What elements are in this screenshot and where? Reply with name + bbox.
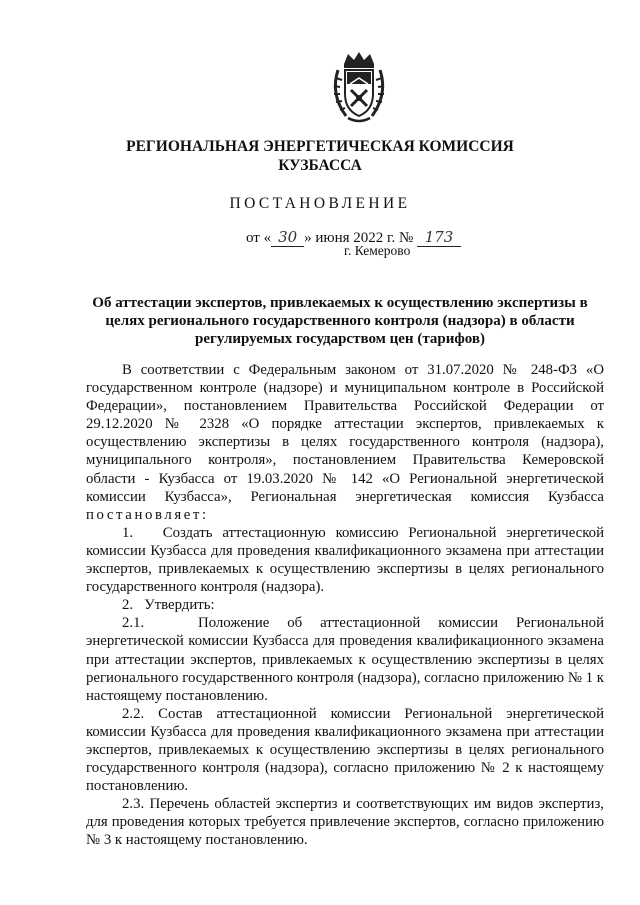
- subject-line1: Об аттестации экспертов, привлекаемых к осуществлению экспертизы в: [92, 295, 588, 311]
- clause-1: 1. Создать аттестационную комиссию Региональной энергетической комиссии Кузбасса для проведения квалификационного экзамена при аттестации экспертов, привлекаемых к осуществлению экспертизы в целях регионального государственного контроля (надзора).: [86, 524, 604, 596]
- date-prefix: от «: [246, 230, 272, 246]
- preamble-paragraph: [86, 361, 604, 524]
- document-type: ПОСТАНОВЛЕНИЕ: [229, 195, 411, 212]
- document-subject: [80, 294, 600, 348]
- date-middle: » июня 2022 г. №: [304, 230, 414, 246]
- organization-name-line1: РЕГИОНАЛЬНАЯ ЭНЕРГЕТИЧЕСКАЯ КОМИССИЯ: [126, 138, 514, 155]
- clause-2-2: 2.2. Состав аттестационной комиссии Региональной энергетической комиссии Кузбасса для проведения квалификационного экзамена при аттестации экспертов, привлекаемых к осуществлению экспертизы в целях регионального государственного контроля (надзора), согласно приложению № 2 к настоящему постановлению.: [86, 705, 604, 795]
- clause-2: 2. Утвердить:: [122, 597, 215, 614]
- resolves-word: постановляет:: [86, 506, 209, 523]
- clause-2-3: 2.3. Перечень областей экспертиз и соответствующих им видов экспертиз, для проведения которых требуется привлечение экспертов, согласно приложению № 3 к настоящему постановлению.: [86, 796, 604, 849]
- clause-2-1: 2.1. Положение об аттестационной комиссии Региональной энергетической комиссии Кузбасса для проведения квалификационного экзамена при аттестации экспертов, привлекаемых к осуществлению экспертизы в целях регионального государственного контроля (надзора), согласно приложению № 1 к настоящему постановлению.: [86, 615, 604, 704]
- document-body: [86, 361, 604, 850]
- preamble-text: В соответствии с Федеральным законом от 31.07.2020 № 248-ФЗ «О государственном контроле (надзоре) и муниципальном контроле в Российской Федерации», постановлением Правительства Российской Федерации от 29.12.2020 № 2328 «О порядке аттестации экспертов, привлекаемых к осуществлению экспертизы в целях государственного контроля (надзора), муниципального контроля», постановлением Правительства Кемеровской области - Кузбасса от 19.03.2020 № 142 «О Региональной энергетической комиссии Кузбасса», Региональная энергетическая комиссия Кузбасса: [86, 362, 604, 505]
- organization-name-line2: КУЗБАССА: [278, 157, 362, 174]
- handwritten-date-day: 30: [271, 228, 304, 247]
- kuzbass-coat-of-arms-icon: [328, 50, 390, 124]
- subject-line2: целях регионального государственного контроля (надзора) в области: [105, 313, 575, 329]
- handwritten-document-number: 173: [417, 228, 461, 247]
- city: г. Кемерово: [344, 243, 411, 258]
- subject-line3: регулируемых государством цен (тарифов): [195, 331, 485, 347]
